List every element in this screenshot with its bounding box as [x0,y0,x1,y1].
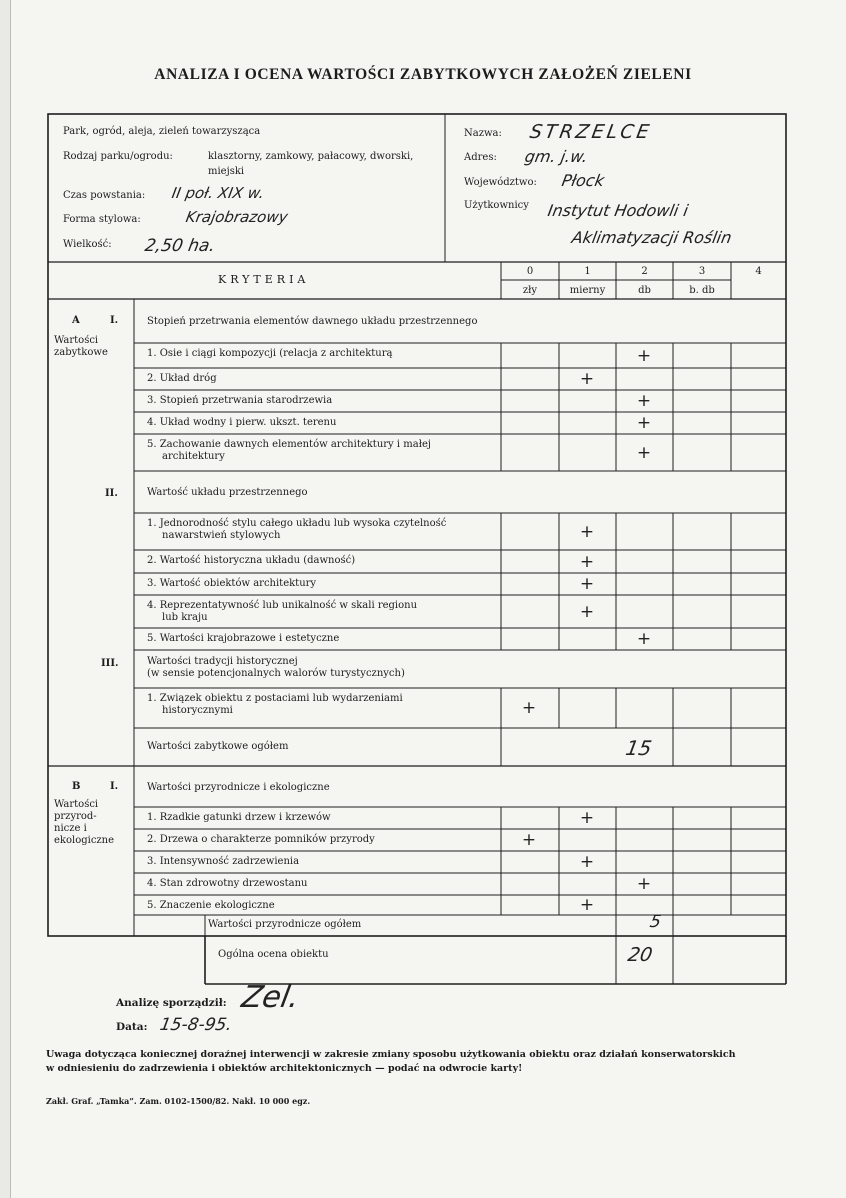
data-label: Data: [116,1021,148,1033]
printer-imprint: Zakł. Graf. „Tamka”. Zam. 0102-1500/82. Nakł. 10 000 egz. [46,1096,311,1106]
score-label-3: b. db [689,285,715,296]
criteria-row-label: 3. Wartość obiektów architektury [147,578,317,589]
overall-label: Ogólna ocena obiektu [218,949,329,960]
rodzaj-label: Rodzaj parku/ogrodu: [63,151,173,162]
wielkosc-label: Wielkość: [63,239,112,250]
criteria-row-label: 2. Drzewa o charakterze pomników przyrody [147,834,375,845]
group-1-title: Stopień przetrwania elementów dawnego układu przestrzennego [147,316,478,327]
score-label-2: db [638,285,651,296]
section-b-name-2: przyrod- [54,811,97,822]
uzytkownicy-value-2: Aklimatyzacji Roślin [570,228,734,247]
section-b-total-value: 5 [648,912,663,932]
score-mark: + [579,369,595,389]
section-b-letter: B [72,781,81,792]
uzytkownicy-label: Użytkownicy [464,200,529,211]
section-a-letter: A [72,315,80,326]
overall-value: 20 [626,944,655,966]
analize-signature: Zel. [238,980,302,1015]
criteria-row-label: 4. Układ wodny i pierw. ukszt. terenu [147,417,337,428]
kryteria-header: KRYTERIA [218,273,310,286]
score-mark: + [636,413,652,433]
score-mark: + [636,442,652,463]
section-b-group-title: Wartości przyrodnicze i ekologiczne [147,782,330,793]
criteria-row-label-cont: historycznymi [162,705,233,716]
score-2: 2 [641,266,648,277]
group-3-title-2: (w sensie potencjonalnych walorów turystycznych) [147,668,405,679]
score-label-0: zły [522,285,538,296]
wojewodztwo-value: Płock [560,171,606,190]
group-3-title-1: Wartości tradycji historycznej [147,656,298,667]
criteria-row-label: 1. Osie i ciągi kompozycji (relacja z architekturą [147,348,393,359]
form-title: ANALIZA I OCENA WARTOŚCI ZABYTKOWYCH ZAŁOŻEŃ ZIELENI [154,66,692,83]
wielkosc-value: 2,50 ha. [143,236,217,256]
criteria-row-label: 1. Związek obiektu z postaciami lub wydarzeniami [147,693,403,704]
note-line-2: w odniesieniu do zadrzewienia i obiektów architektonicznych — podać na odwrocie karty! [46,1063,523,1074]
section-a-ii-roman: II. [105,488,118,499]
section-a-iii-roman: III. [101,658,119,669]
uzytkownicy-value-1: Instytut Hodowli i [546,201,690,220]
section-b-name-1: Wartości [54,799,99,810]
criteria-row-label: 3. Intensywność zadrzewienia [147,856,300,867]
score-mark: + [579,808,595,828]
score-mark: + [636,629,652,649]
criteria-row-label-cont: nawarstwień stylowych [162,530,281,541]
forma-value: Krajobrazowy [184,208,290,226]
score-mark: + [636,345,652,366]
nazwa-label: Nazwa: [464,128,502,139]
section-b-total-label: Wartości przyrodnicze ogółem [208,919,362,930]
criteria-row-label: 5. Zachowanie dawnych elementów architektury i małej [147,439,431,450]
score-mark: + [579,574,595,594]
group-2-title: Wartość układu przestrzennego [147,487,308,498]
section-a-roman: I. [110,315,119,326]
section-b-roman: I. [110,781,119,792]
score-mark: + [521,698,537,718]
criteria-row-label-cont: architektury [162,451,225,462]
score-1: 1 [584,266,591,277]
park-line: Park, ogród, aleja, zieleń towarzysząca [63,126,261,137]
criteria-row-label: 2. Wartość historyczna układu (dawność) [147,555,356,566]
nazwa-value: STRZELCE [528,121,654,143]
score-mark: + [579,852,595,872]
score-mark: + [579,895,595,915]
score-mark: + [579,551,595,572]
adres-label: Adres: [464,152,497,163]
criteria-row-label: 5. Znaczenie ekologiczne [147,900,275,911]
score-mark: + [636,391,652,411]
criteria-row-label: 1. Jednorodność stylu całego układu lub wysoka czytelność [147,518,447,529]
score-3: 3 [698,266,706,277]
section-b-name-3: nicze i [54,823,87,834]
section-a-name-2: zabytkowe [54,347,108,358]
section-a-total-label: Wartości zabytkowe ogółem [147,741,289,752]
czas-value: II poł. XIX w. [170,184,266,202]
criteria-row-label: 1. Rzadkie gatunki drzew i krzewów [147,812,331,823]
rodzaj-options-2: miejski [208,166,245,177]
criteria-row-label: 5. Wartości krajobrazowe i estetyczne [147,633,340,644]
analize-label: Analizę sporządził: [116,997,227,1009]
score-4: 4 [755,266,762,277]
czas-label: Czas powstania: [63,190,146,201]
wojewodztwo-label: Województwo: [464,177,537,188]
criteria-row-label-cont: lub kraju [162,612,208,623]
note-line-1: Uwaga dotycząca koniecznej doraźnej interwencji w zakresie zmiany sposobu użytkowania obiektu oraz działań konserwatorskich [46,1049,736,1060]
data-value: 15-8-95. [158,1015,234,1035]
criteria-row-label: 3. Stopień przetrwania starodrzewia [147,395,333,406]
forma-label: Forma stylowa: [63,214,141,225]
score-mark: + [579,521,595,542]
section-a-total-value: 15 [623,736,654,760]
section-a-name-1: Wartości [54,335,99,346]
score-mark: + [521,830,537,850]
criteria-row-label: 2. Układ dróg [147,373,217,384]
score-label-1: mierny [569,285,606,296]
score-mark: + [579,601,595,622]
criteria-row-label: 4. Stan zdrowotny drzewostanu [147,878,308,889]
adres-value: gm. j.w. [523,147,590,166]
criteria-row-label: 4. Reprezentatywność lub unikalność w skali regionu [147,600,418,611]
section-b-name-4: ekologiczne [54,835,115,846]
score-mark: + [636,874,652,894]
score-0: 0 [526,266,534,277]
rodzaj-options-1: klasztorny, zamkowy, pałacowy, dworski, [208,151,414,162]
